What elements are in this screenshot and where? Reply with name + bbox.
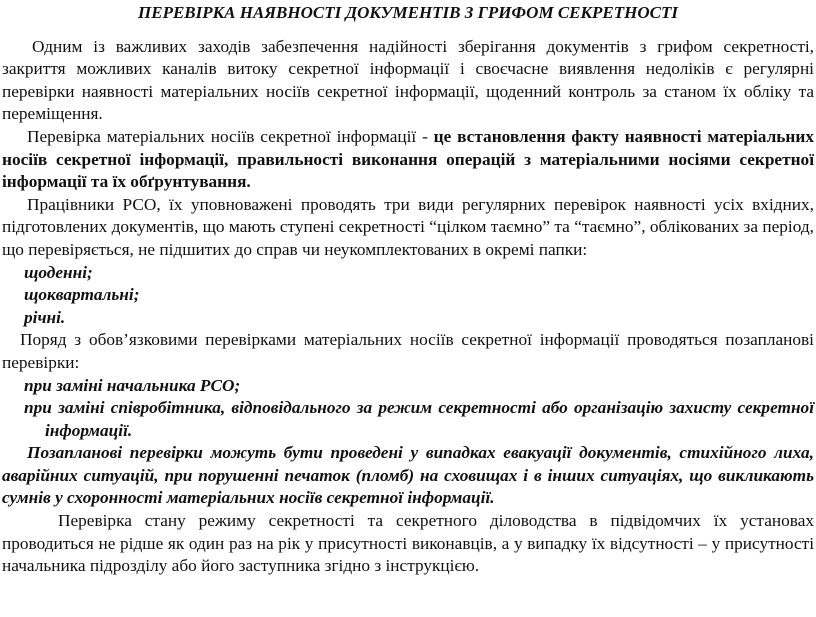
definition-bold: це встановлення факту наявності матеріальних носіїв секретної інформації, правильності виконання операцій з матеріальними носіями секретної інформації та їх обґрунтування. xyxy=(2,126,814,192)
list-item-daily: щоденні; xyxy=(24,262,93,282)
definition-lead: Перевірка матеріальних носіїв секретної інформації - xyxy=(27,126,434,146)
paragraph-annual-audit: Перевірка стану режиму секретності та секретного діловодства в підвідомчих їх установах проводиться не рідше як один раз на рік у присутності виконавців, а у випадку їх відсутності – у присутності начальника підрозділу або його заступника згідно з інструкцією. xyxy=(2,511,814,576)
paragraph-unplanned: Поряд з обов’язковими перевірками матеріальних носіїв секретної інформації проводяться позапланові перевірки: xyxy=(2,330,814,372)
list-item-staff-change: при заміні співробітника, відповідального за режим секретності або організацію захисту секретної інформації. xyxy=(24,398,814,440)
list-item-annual: річні. xyxy=(24,307,66,327)
page-title: ПЕРЕВІРКА НАЯВНОСТІ ДОКУМЕНТІВ З ГРИФОМ СЕКРЕТНОСТІ xyxy=(138,3,678,22)
list-item-quarterly: щоквартальні; xyxy=(24,285,140,305)
list-item-head-change: при заміні начальника РСО; xyxy=(24,375,241,395)
paragraph-unplanned-cases: Позапланові перевірки можуть бути проведені у випадках евакуації документів, стихійного лиха, аварійних ситуацій, при порушенні печаток (пломб) на сховищах і в інших ситуаціях, що викликають сумнів у схоронності матеріальних носіїв секретної інформації. xyxy=(2,443,814,508)
paragraph-definition xyxy=(2,126,814,194)
paragraph-intro: Одним із важливих заходів забезпечення надійності зберігання документів з грифом секретності, закриття можливих каналів витоку секретної інформації і своєчасне виявлення недоліків є регулярні перевірки наявності матеріальних носіїв секретної інформації, щоденний контроль за станом їх обліку та переміщення. xyxy=(2,36,814,124)
paragraph-regular-checks: Працівники РСО, їх уповноважені проводять три види регулярних перевірок наявності усіх вхідних, підготовлених документів, що мають ступені секретності “цілком таємно” та “таємно”, облікованих за період, що перевіряється, не підшитих до справ чи неукомплектованих в окремі папки: xyxy=(2,194,814,259)
